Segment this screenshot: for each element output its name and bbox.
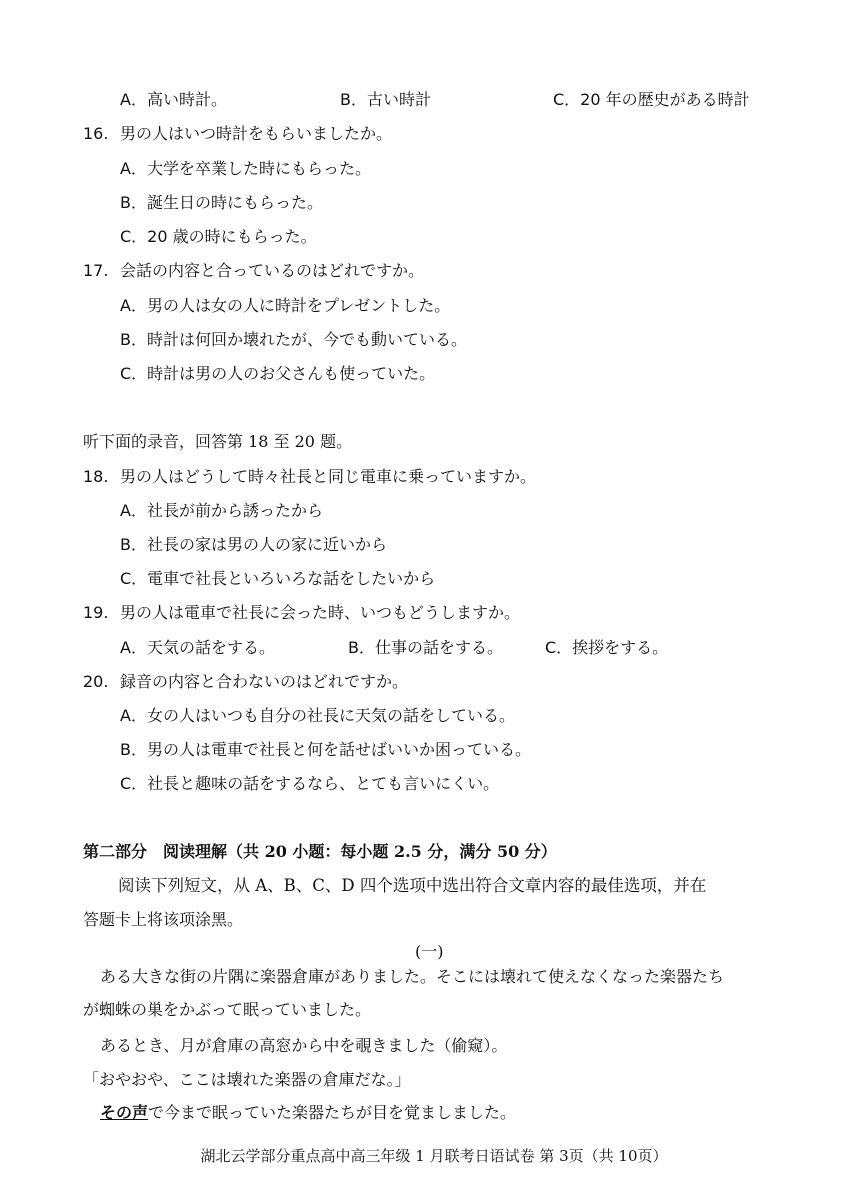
passage-line-4: 「おやおや、ここは壊れた楽器の倉庫だな。」 bbox=[83, 1070, 411, 1089]
page-footer: 湖北云学部分重点高中高三年级 1 月联考日语试卷 第 3页（共 10页） bbox=[200, 1147, 668, 1165]
question-text: 会話の内容と合っているのはどれですか。 bbox=[120, 261, 425, 280]
passage-line-2: が蜘蛛の巣をかぶって眠っていました。 bbox=[83, 1000, 372, 1019]
question-20 bbox=[83, 671, 408, 693]
reading-instruction-line-2: 答题卡上将该项涂黑。 bbox=[83, 910, 244, 929]
question-18 bbox=[83, 466, 536, 488]
q15-option-b: B．古い時計 bbox=[340, 90, 431, 109]
q17-option-b: B．時計は何回か壊れたが、今でも動いている。 bbox=[120, 330, 467, 349]
underlined-phrase: その声 bbox=[100, 1103, 149, 1122]
q16-option-a: A．大学を卒業した時にもらった。 bbox=[120, 159, 371, 178]
question-number: 20. bbox=[83, 672, 109, 691]
q20-option-c: C．社長と趣味の話をするなら、とても言いにくい。 bbox=[120, 774, 500, 793]
q15-options bbox=[120, 89, 820, 111]
question-text: 男の人はどうして時々社長と同じ電車に乗っていますか。 bbox=[120, 467, 537, 486]
q17-option-a: A．男の人は女の人に時計をプレゼントした。 bbox=[120, 296, 451, 315]
q18-option-b: B．社長の家は男の人の家に近いから bbox=[120, 535, 387, 554]
q16-option-b: B．誕生日の時にもらった。 bbox=[120, 193, 323, 212]
q19-option-a: A．天気の話をする。 bbox=[120, 638, 275, 657]
question-text: 録音の内容と合わないのはどれですか。 bbox=[120, 672, 409, 691]
question-19 bbox=[83, 602, 520, 624]
question-number: 17. bbox=[83, 261, 109, 280]
passage-number: (一) bbox=[415, 942, 444, 961]
question-17 bbox=[83, 260, 424, 282]
question-number: 18. bbox=[83, 467, 109, 486]
q16-option-c: C．20 歳の時にもらった。 bbox=[120, 227, 317, 246]
q17-option-c: C．時計は男の人のお父さんも使っていた。 bbox=[120, 364, 436, 383]
q19-option-b: B．仕事の話をする。 bbox=[348, 638, 503, 657]
question-text: 男の人はいつ時計をもらいましたか。 bbox=[120, 124, 393, 143]
q15-option-c: C．20 年の歴史がある時計 bbox=[553, 90, 750, 109]
q20-option-b: B．男の人は電車で社長と何を話せばいいか困っている。 bbox=[120, 740, 531, 759]
q18-option-c: C．電車で社長といろいろな話をしたいから bbox=[120, 569, 436, 588]
question-16 bbox=[83, 123, 392, 145]
q19-option-c: C．挨拶をする。 bbox=[545, 638, 669, 657]
q19-options bbox=[120, 637, 820, 659]
passage-line-5 bbox=[100, 1102, 516, 1124]
passage-line-1: ある大きな街の片隅に楽器倉庫がありました。そこには壊れて使えなくなった楽器たち bbox=[100, 967, 725, 986]
q18-option-a: A．社長が前から誘ったから bbox=[120, 501, 323, 520]
question-number: 16. bbox=[83, 124, 109, 143]
passage-line-5-rest: で今まで眠っていた楽器たちが目を覚ましました。 bbox=[148, 1103, 517, 1122]
listening-instruction: 听下面的录音，回答第 18 至 20 题。 bbox=[83, 432, 353, 451]
q20-option-a: A．女の人はいつも自分の社長に天気の話をしている。 bbox=[120, 706, 515, 725]
section-title: 第二部分 阅读理解（共 20 小题：每小题 2.5 分，满分 50 分） bbox=[83, 842, 557, 861]
passage-line-3: あるとき、月が倉庫の高窓から中を覗きました（偷窥）。 bbox=[100, 1036, 508, 1055]
reading-instruction-line-1: 阅读下列短文，从 A、B、C、D 四个选项中选出符合文章内容的最佳选项，并在 bbox=[118, 876, 707, 895]
question-text: 男の人は電車で社長に会った時、いつもどうしますか。 bbox=[120, 603, 521, 622]
question-number: 19. bbox=[83, 603, 109, 622]
q15-option-a: A．高い時計。 bbox=[120, 90, 227, 109]
